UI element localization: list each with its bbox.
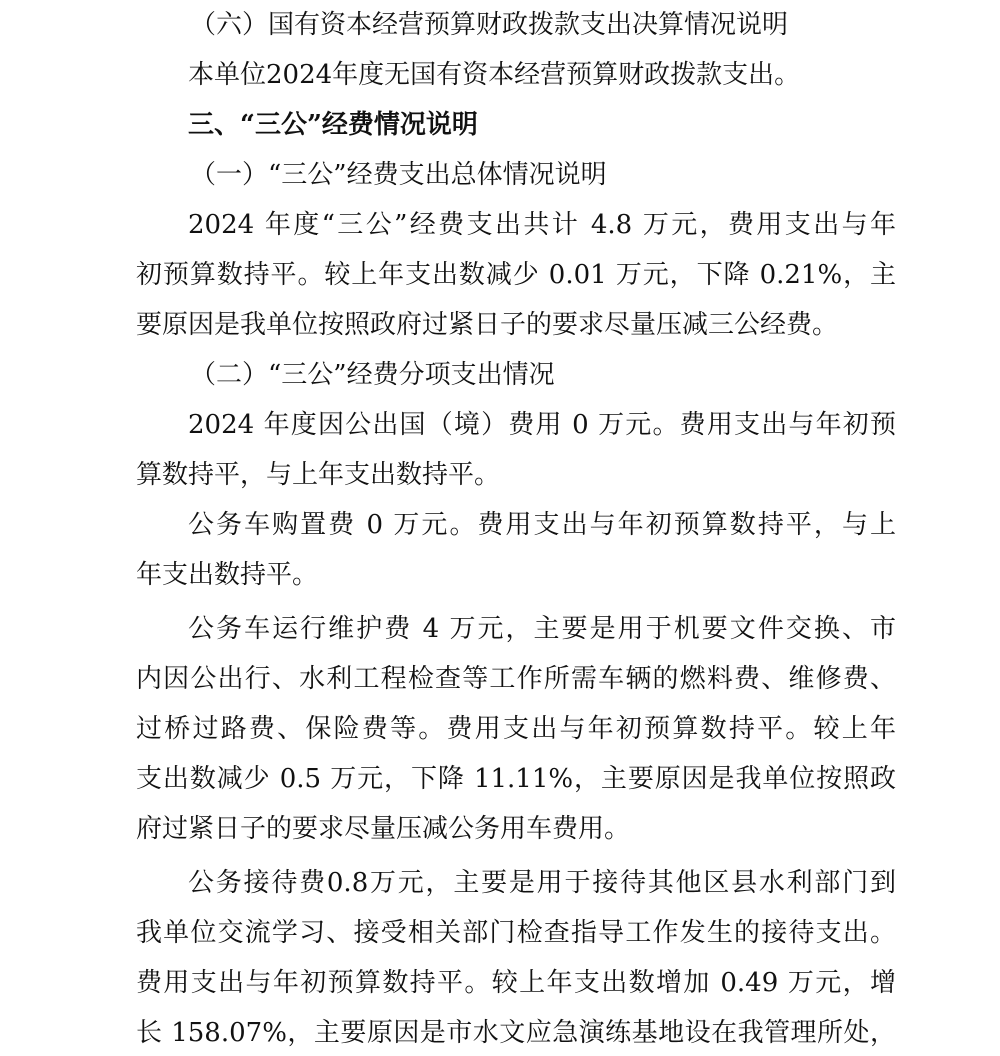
paragraph-line: 年支出数持平。 bbox=[136, 560, 319, 590]
paragraph-line: 我单位交流学习、接受相关部门检查指导工作发生的接待支出。 bbox=[136, 918, 896, 948]
paragraph-line: 2024 年度“三公”经费支出共计 4.8 万元，费用支出与年 bbox=[188, 210, 896, 240]
paragraph-line: 过桥过路费、保险费等。费用支出与年初预算数持平。较上年 bbox=[136, 714, 896, 744]
paragraph-line: 本单位2024年度无国有资本经营预算财政拨款支出。 bbox=[188, 60, 801, 90]
paragraph-line: 公务车运行维护费 4 万元，主要是用于机要文件交换、市 bbox=[188, 614, 896, 644]
paragraph-line: 公务接待费0.8万元，主要是用于接待其他区县水利部门到 bbox=[188, 868, 896, 898]
section-heading-state-capital-expenditure: （六）国有资本经营预算财政拨款支出决算情况说明 bbox=[190, 10, 789, 40]
paragraph-line: 2024 年度因公出国（境）费用 0 万元。费用支出与年初预 bbox=[188, 410, 896, 440]
paragraph-line: 要原因是我单位按照政府过紧日子的要求尽量压减三公经费。 bbox=[136, 310, 839, 340]
section-heading-three-public-funds: 三、“三公”经费情况说明 bbox=[188, 110, 478, 140]
paragraph-line: 府过紧日子的要求尽量压减公务用车费用。 bbox=[136, 814, 631, 844]
subsection-heading-overall: （一）“三公”经费支出总体情况说明 bbox=[190, 160, 607, 190]
paragraph-line: 初预算数持平。较上年支出数减少 0.01 万元，下降 0.21%，主 bbox=[136, 260, 896, 290]
paragraph-line: 支出数减少 0.5 万元，下降 11.11%，主要原因是我单位按照政 bbox=[136, 764, 896, 794]
paragraph-line: 费用支出与年初预算数持平。较上年支出数增加 0.49 万元，增 bbox=[136, 968, 896, 998]
subsection-heading-itemized: （二）“三公”经费分项支出情况 bbox=[190, 360, 555, 390]
paragraph-line: 长 158.07%，主要原因是市水文应急演练基地设在我管理所处， bbox=[136, 1018, 896, 1048]
paragraph-line: 内因公出行、水利工程检查等工作所需车辆的燃料费、维修费、 bbox=[136, 664, 896, 694]
paragraph-line: 算数持平，与上年支出数持平。 bbox=[136, 460, 501, 490]
paragraph-line: 公务车购置费 0 万元。费用支出与年初预算数持平，与上 bbox=[188, 510, 896, 540]
